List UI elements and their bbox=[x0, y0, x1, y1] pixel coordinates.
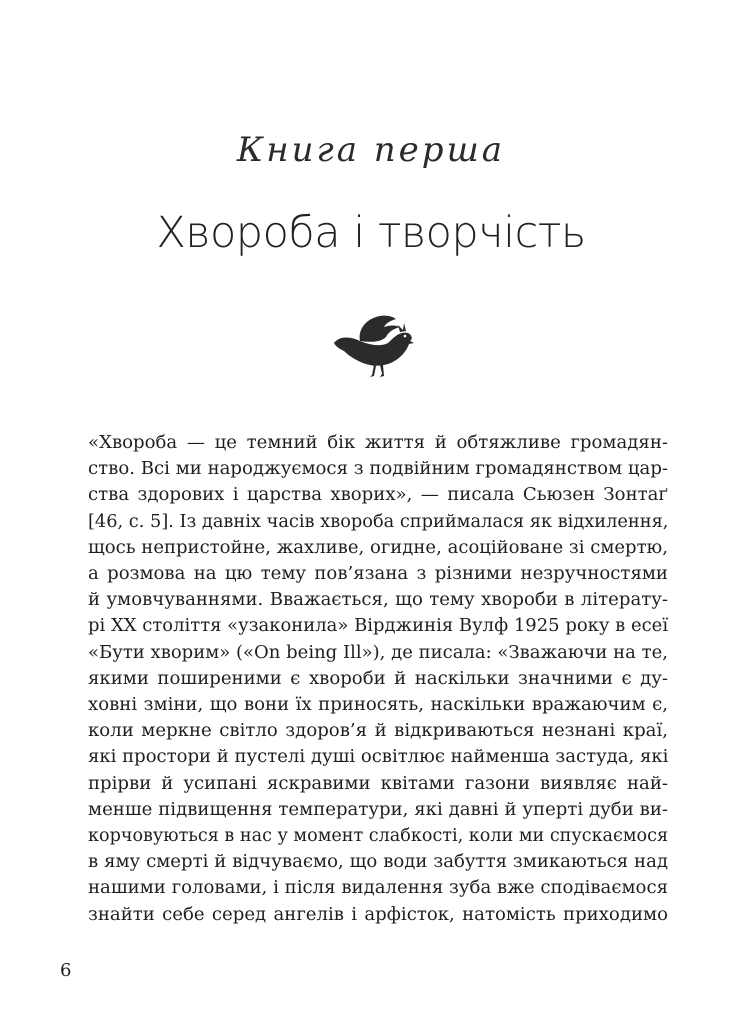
text-line: ховні зміни, що вони їх приносять, наскільки вражаючим є, bbox=[88, 694, 668, 716]
text-line: «Бути хворим» («On being Ill»), де писала: «Зважаючи на те, bbox=[88, 641, 668, 663]
text-line: [46, с. 5]. Із давніх часів хвороба сприймалася як відхилення, bbox=[88, 510, 668, 532]
text-line: ство. Всі ми народжуємося з подвійним громадянством цар- bbox=[88, 458, 668, 480]
page-number: 6 bbox=[60, 960, 72, 981]
body-text bbox=[88, 430, 668, 928]
text-line: прірви й усипані яскравими квітами газони виявляє най- bbox=[88, 772, 668, 794]
text-line: щось непристойне, жахливе, огидне, асоційоване зі смертю, bbox=[88, 536, 668, 558]
text-line: коли меркне світло здоров’я й відкриваються незнані краї, bbox=[88, 720, 668, 742]
text-line: «Хвороба — це темний бік життя й обтяжливе громадян- bbox=[88, 432, 668, 453]
chapter-title: Хвороба і творчість bbox=[156, 208, 586, 258]
text-line: рі XX століття «узаконила» Вірджинія Вулф 1925 року в есеї bbox=[88, 615, 668, 637]
text-line: менше підвищення температури, які давні й уперті дуби ви- bbox=[88, 798, 668, 820]
text-line: знайти себе серед ангелів і арфісток, натомість приходимо bbox=[88, 903, 668, 925]
bird-icon bbox=[330, 313, 414, 379]
text-line: в яму смерті й відчуваємо, що води забуття змикаються над bbox=[88, 851, 668, 873]
text-line: й умовчуваннями. Вважається, що тему хвороби в літерату- bbox=[88, 589, 668, 611]
text-line: корчовуються в нас у момент слабкості, коли ми спускаємося bbox=[88, 825, 668, 847]
text-line: які простори й пустелі душі освітлює найменша застуда, які bbox=[88, 746, 668, 768]
text-line: нашими головами, і після видалення зуба вже сподіваємося bbox=[88, 877, 668, 899]
text-line: якими поширеними є хвороби й наскільки значними є ду- bbox=[88, 667, 668, 689]
book-label: Книга перша bbox=[236, 130, 506, 170]
text-line: а розмова на цю тему пов’язана з різними незручностями bbox=[88, 563, 668, 585]
text-line: ства здорових і царства хворих», — писала Сьюзен Зонтаґ bbox=[88, 484, 668, 506]
